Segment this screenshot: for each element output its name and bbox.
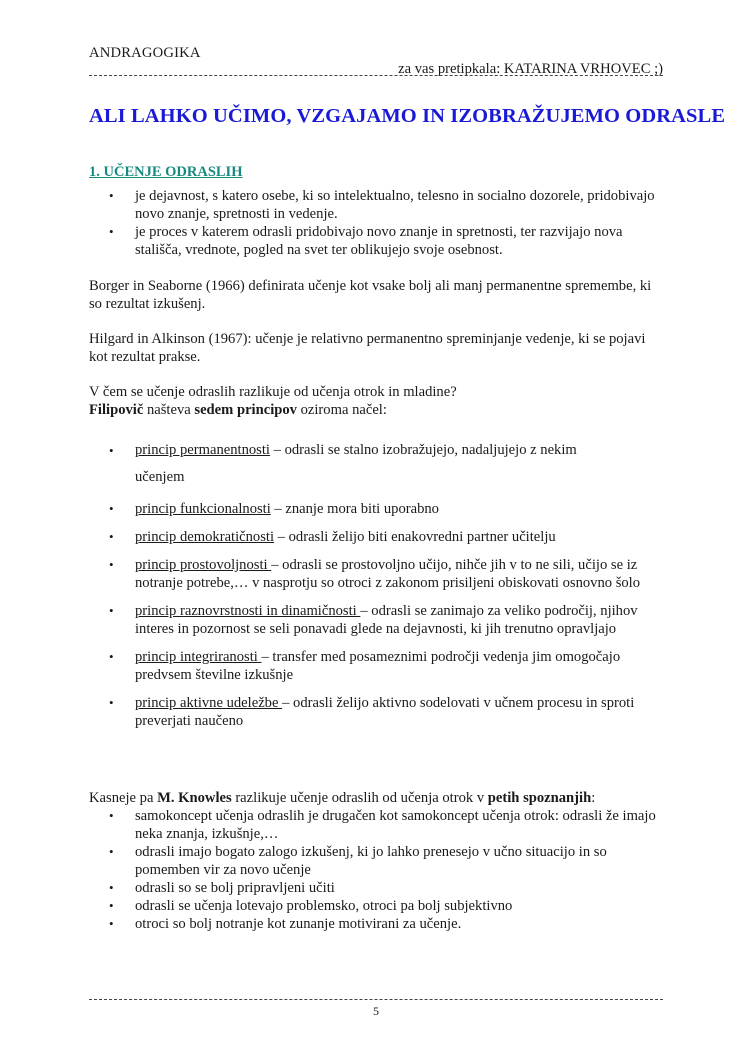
principles-list	[89, 437, 663, 730]
list-item: • samokoncept učenja odraslih je drugačen kot samokoncept učenja otrok: odrasli že imajo neka znanja, izkušnje,…	[109, 808, 656, 842]
header-author-note: za vas pretipkala: KATARINA VRHOVEC ;)	[398, 61, 663, 77]
list-item: • odrasli so se bolj pripravljeni učiti	[109, 880, 335, 896]
paragraph-knowles: Kasneje pa M. Knowles razlikuje učenje odraslih od učenja otrok v petih spoznanjih:	[89, 790, 596, 806]
bullet-icon: •	[109, 188, 114, 203]
list-item: • je dejavnost, s katero osebe, ki so intelektualno, telesno in socialno dozorele, pridobivajo novo znanje, spretnosti in vedenje.	[109, 188, 655, 222]
page-title: ALI LAHKO UČIMO, VZGAJAMO IN IZOBRAŽUJEMO ODRASLE	[89, 105, 726, 127]
bullet-icon: •	[109, 224, 114, 239]
paragraph-hilgard: Hilgard in Alkinson (1967): učenje je relativno permanentno spreminjanje vedenje, ki se pojavi kot rezultat prakse.	[89, 331, 646, 365]
bullet-icon: •	[109, 501, 114, 516]
footer-divider	[89, 999, 663, 1000]
paragraph-question: V čem se učenje odraslih razlikuje od učenja otrok in mladine?	[89, 384, 457, 400]
list-item: • princip raznovrstnosti in dinamičnosti – odrasli se zanimajo za veliko področij, njihov interes in pozornost se seli ponavadi glede na dejavnosti, ki jih trenutno opravljajo	[109, 603, 638, 637]
list-item: • odrasli imajo bogato zalogo izkušenj, ki jo lahko prenesejo v učno situacijo in so pomemben vir za novo učenje	[109, 844, 607, 878]
list-item: • odrasli se učenja lotevajo problemsko, otroci pa bolj subjektivno	[109, 898, 513, 914]
bullet-icon: •	[109, 529, 114, 544]
bullet-icon: •	[109, 557, 114, 572]
paragraph-borger: Borger in Seaborne (1966) definirata učenje kot vsake bolj ali manj permanentne spremembe, ki so rezultat izkušenj.	[89, 278, 652, 312]
list-item: • je proces v katerem odrasli pridobivajo novo znanje in spretnosti, ter razvijajo nova stališča, vrednote, pogled na svet ter oblikujejo svoje osebnost.	[109, 224, 623, 258]
paragraph-filipovic: Filipovič našteva sedem principov oziroma načel:	[89, 402, 387, 418]
page-number: 5	[373, 1004, 379, 1018]
bullet-icon: •	[109, 695, 114, 710]
list-item: • princip funkcionalnosti – znanje mora biti uporabno	[109, 501, 439, 517]
list-item: • otroci so bolj notranje kot zunanje motivirani za učenje.	[109, 916, 462, 932]
bullet-icon: •	[109, 443, 114, 458]
bullet-icon: •	[109, 880, 114, 895]
knowles-list	[89, 807, 663, 933]
list-item: • princip permanentnosti – odrasli se stalno izobražujejo, nadaljujejo z nekim učenjem	[89, 437, 615, 491]
header-course-title: ANDRAGOGIKA	[89, 45, 201, 61]
section-heading: 1. UČENJE ODRASLIH	[89, 164, 243, 180]
header-divider	[89, 75, 663, 76]
bullet-icon: •	[109, 649, 114, 664]
bullet-icon: •	[109, 844, 114, 859]
bullet-icon: •	[109, 916, 114, 931]
bullet-icon: •	[109, 898, 114, 913]
list-item: • princip prostovoljnosti – odrasli se prostovoljno učijo, nihče jih v to ne sili, učijo se iz notranje potrebe,… v nasprotju so otroci z zakonom prisiljeni obiskovati osnovno šolo	[109, 557, 641, 591]
bullet-icon: •	[109, 603, 114, 618]
bullet-icon: •	[109, 808, 114, 823]
list-item: • princip integriranosti – transfer med posameznimi področji vedenja jim omogočajo predvsem številne izkušnje	[109, 649, 621, 683]
list-item: • princip demokratičnosti – odrasli želijo biti enakovredni partner učitelju	[109, 529, 556, 545]
list-item: • princip aktivne udeležbe – odrasli želijo aktivno sodelovati v učnem procesu in sproti preverjati naučeno	[109, 695, 635, 729]
definition-list	[89, 187, 663, 259]
